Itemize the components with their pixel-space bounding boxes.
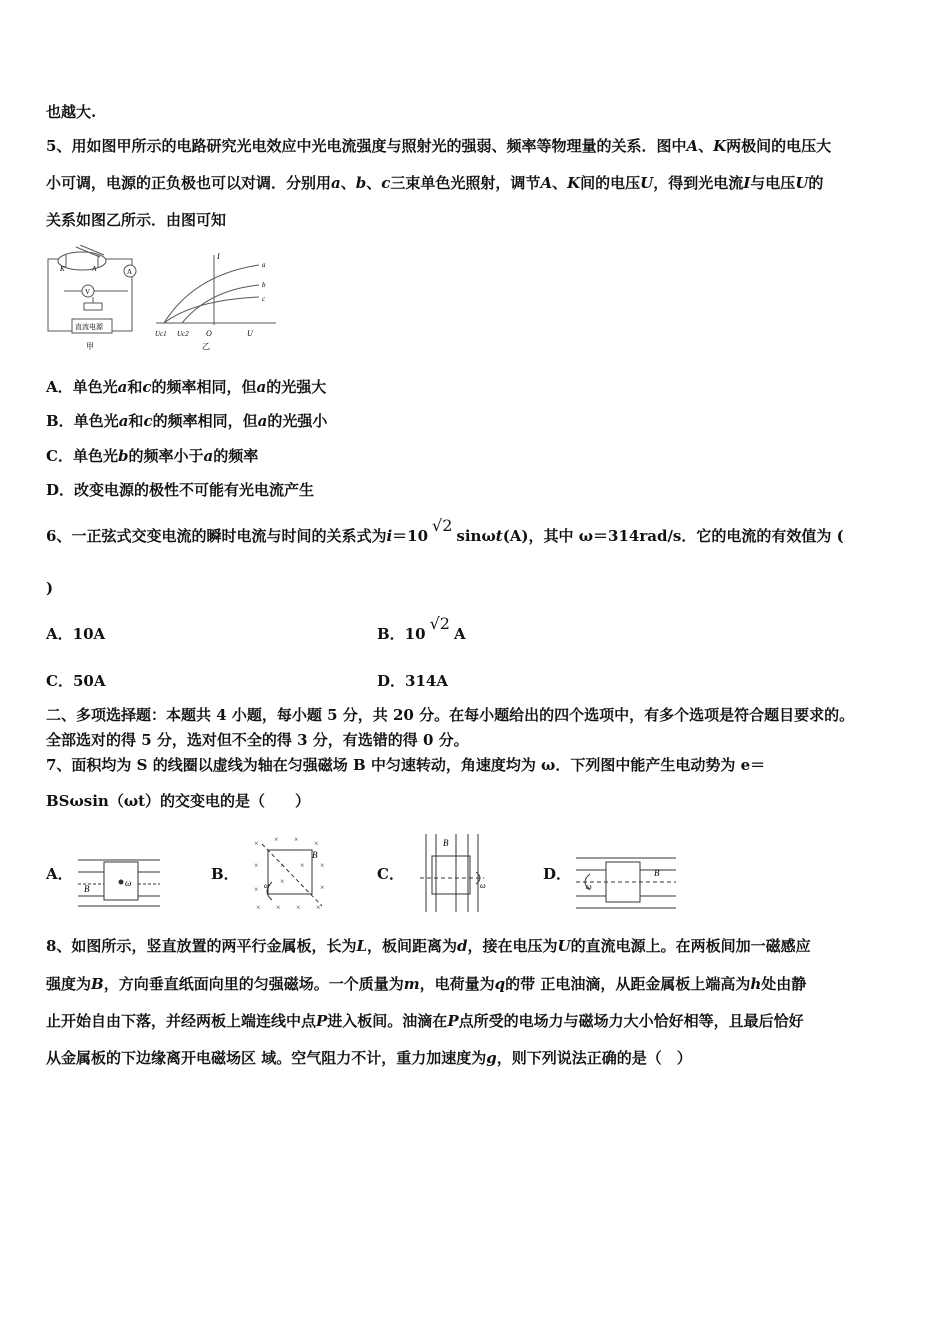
rheostat bbox=[84, 303, 102, 310]
svg-text:×: × bbox=[256, 903, 261, 912]
q7-figure-a bbox=[76, 848, 162, 912]
svg-text:×: × bbox=[294, 835, 299, 844]
q6-option-b[interactable]: B．10√2A bbox=[377, 614, 466, 643]
label-jia: 甲 bbox=[86, 342, 94, 351]
svg-text:×: × bbox=[320, 883, 325, 892]
label-U: U bbox=[247, 329, 253, 338]
q7-line-1: 7、面积均为 S 的线圈以虚线为轴在匀强磁场 B 中匀速转动，角速度均为 ω．下列图中能产生电动势为 e＝ bbox=[46, 756, 766, 774]
label-w-c: ω bbox=[480, 881, 486, 890]
label-ammeter: A bbox=[127, 268, 133, 276]
q7-option-a-label[interactable]: A． bbox=[46, 865, 73, 883]
svg-text:×: × bbox=[274, 835, 279, 844]
axis-dot-a bbox=[119, 880, 123, 884]
label-b-a: B bbox=[84, 884, 90, 894]
svg-text:×: × bbox=[276, 903, 281, 912]
q6-option-a[interactable]: A．10A bbox=[46, 625, 106, 643]
label-w-a: ω bbox=[125, 878, 132, 888]
label-source: 直流电源 bbox=[75, 323, 103, 331]
q6-number: 6、 bbox=[46, 527, 72, 545]
svg-text:×: × bbox=[280, 877, 285, 886]
sqrt-symbol-b: √2 bbox=[429, 614, 450, 633]
q7-option-b-label[interactable]: B． bbox=[211, 865, 239, 883]
q7-option-d-label[interactable]: D． bbox=[543, 865, 572, 883]
svg-text:×: × bbox=[280, 861, 285, 870]
sqrt-symbol: √2 bbox=[432, 516, 453, 535]
label-curve-c: c bbox=[262, 295, 266, 303]
q7-option-c-label[interactable]: C． bbox=[377, 865, 404, 883]
q8-line-1: 8、如图所示，竖直放置的两平行金属板，长为L，板间距离为d，接在电压为U的直流电源上。在两板间加一磁感应 bbox=[46, 937, 811, 955]
label-b-c: B bbox=[443, 838, 449, 848]
q7-figure-d bbox=[570, 852, 680, 916]
q6-line-2: ) bbox=[46, 579, 54, 597]
q5-line-2: 小可调，电源的正负极也可以对调．分别用a、b、c三束单色光照射，调节A、K间的电压U，得到光电流I与电压U的 bbox=[46, 174, 824, 192]
label-w-b: ω bbox=[264, 881, 270, 890]
svg-text:×: × bbox=[296, 903, 301, 912]
label-O: O bbox=[206, 329, 212, 338]
q7-figure-c bbox=[418, 832, 492, 914]
q5-number: 5、 bbox=[46, 137, 72, 155]
label-k: K bbox=[60, 265, 65, 273]
label-b-d: B bbox=[654, 868, 660, 878]
q5-option-c[interactable]: C．单色光b的频率小于a的频率 bbox=[46, 447, 259, 465]
svg-text:×: × bbox=[254, 839, 259, 848]
section-2-header-2: 全部选对的得 5 分，选对但不全的得 3 分，有选错的得 0 分。 bbox=[46, 731, 469, 749]
q8-line-2: 强度为B，方向垂直纸面向里的匀强磁场。一个质量为m，电荷量为q的带 正电油滴，从距金属板上端高为h处由静 bbox=[46, 975, 807, 993]
q5-option-a[interactable]: A．单色光a和c的频率相同，但a的光强大 bbox=[46, 378, 327, 396]
label-uc1: Uc1 bbox=[155, 330, 167, 338]
q6-line-1: 6、一正弦式交变电流的瞬时电流与时间的关系式为i＝10√2sinωt(A)，其中 ω＝314rad/s．它的电流的有效值为 ( bbox=[46, 516, 844, 545]
svg-text:×: × bbox=[254, 885, 259, 894]
intro-text: 也越大. bbox=[46, 103, 97, 121]
label-curve-a: a bbox=[262, 261, 266, 269]
label-b-b: B bbox=[312, 850, 318, 860]
label-a: A bbox=[92, 265, 97, 273]
svg-text:×: × bbox=[254, 861, 259, 870]
phototube bbox=[58, 252, 106, 270]
svg-text:×: × bbox=[300, 861, 305, 870]
section-2-header-1: 二、多项选择题：本题共 4 小题，每小题 5 分，共 20 分。在每小题给出的四个选项中，有多个选项是符合题目要求的。 bbox=[46, 706, 855, 724]
label-uc2: Uc2 bbox=[177, 330, 189, 338]
q5-option-b[interactable]: B．单色光a和c的频率相同，但a的光强小 bbox=[46, 412, 328, 430]
label-voltmeter: V bbox=[85, 288, 91, 296]
q6-option-c[interactable]: C．50A bbox=[46, 672, 106, 690]
svg-text:×: × bbox=[314, 839, 319, 848]
label-w-d: ω bbox=[586, 882, 592, 891]
curve-c bbox=[164, 297, 259, 323]
label-yi: 乙 bbox=[202, 342, 210, 351]
svg-text:×: × bbox=[320, 861, 325, 870]
label-I: I bbox=[217, 252, 220, 261]
label-curve-b: b bbox=[262, 281, 266, 289]
q7-figure-b bbox=[250, 834, 330, 914]
q8-line-4: 从金属板的下边缘离开电磁场区 域。空气阻力不计，重力加速度为g，则下列说法正确的是（ ） bbox=[46, 1049, 692, 1067]
svg-text:×: × bbox=[316, 903, 321, 912]
q5-option-d[interactable]: D．改变电源的极性不可能有光电流产生 bbox=[46, 481, 315, 499]
coil-c bbox=[432, 856, 470, 894]
q8-line-3: 止开始自由下落，并经两板上端连线中点P进入板间。油滴在P点所受的电场力与磁场力大小恰好相等，且最后恰好 bbox=[46, 1012, 804, 1030]
q5-figure bbox=[44, 245, 284, 355]
q5-line-3: 关系如图乙所示．由图可知 bbox=[46, 211, 227, 229]
q5-line-1: 5、用如图甲所示的电路研究光电效应中光电流强度与照射光的强弱、频率等物理量的关系．图中A、K两极间的电压大 bbox=[46, 137, 832, 155]
q6-option-d[interactable]: D．314A bbox=[377, 672, 448, 690]
q7-line-2: BSωsin（ωt）的交变电的是（ ） bbox=[46, 792, 311, 810]
